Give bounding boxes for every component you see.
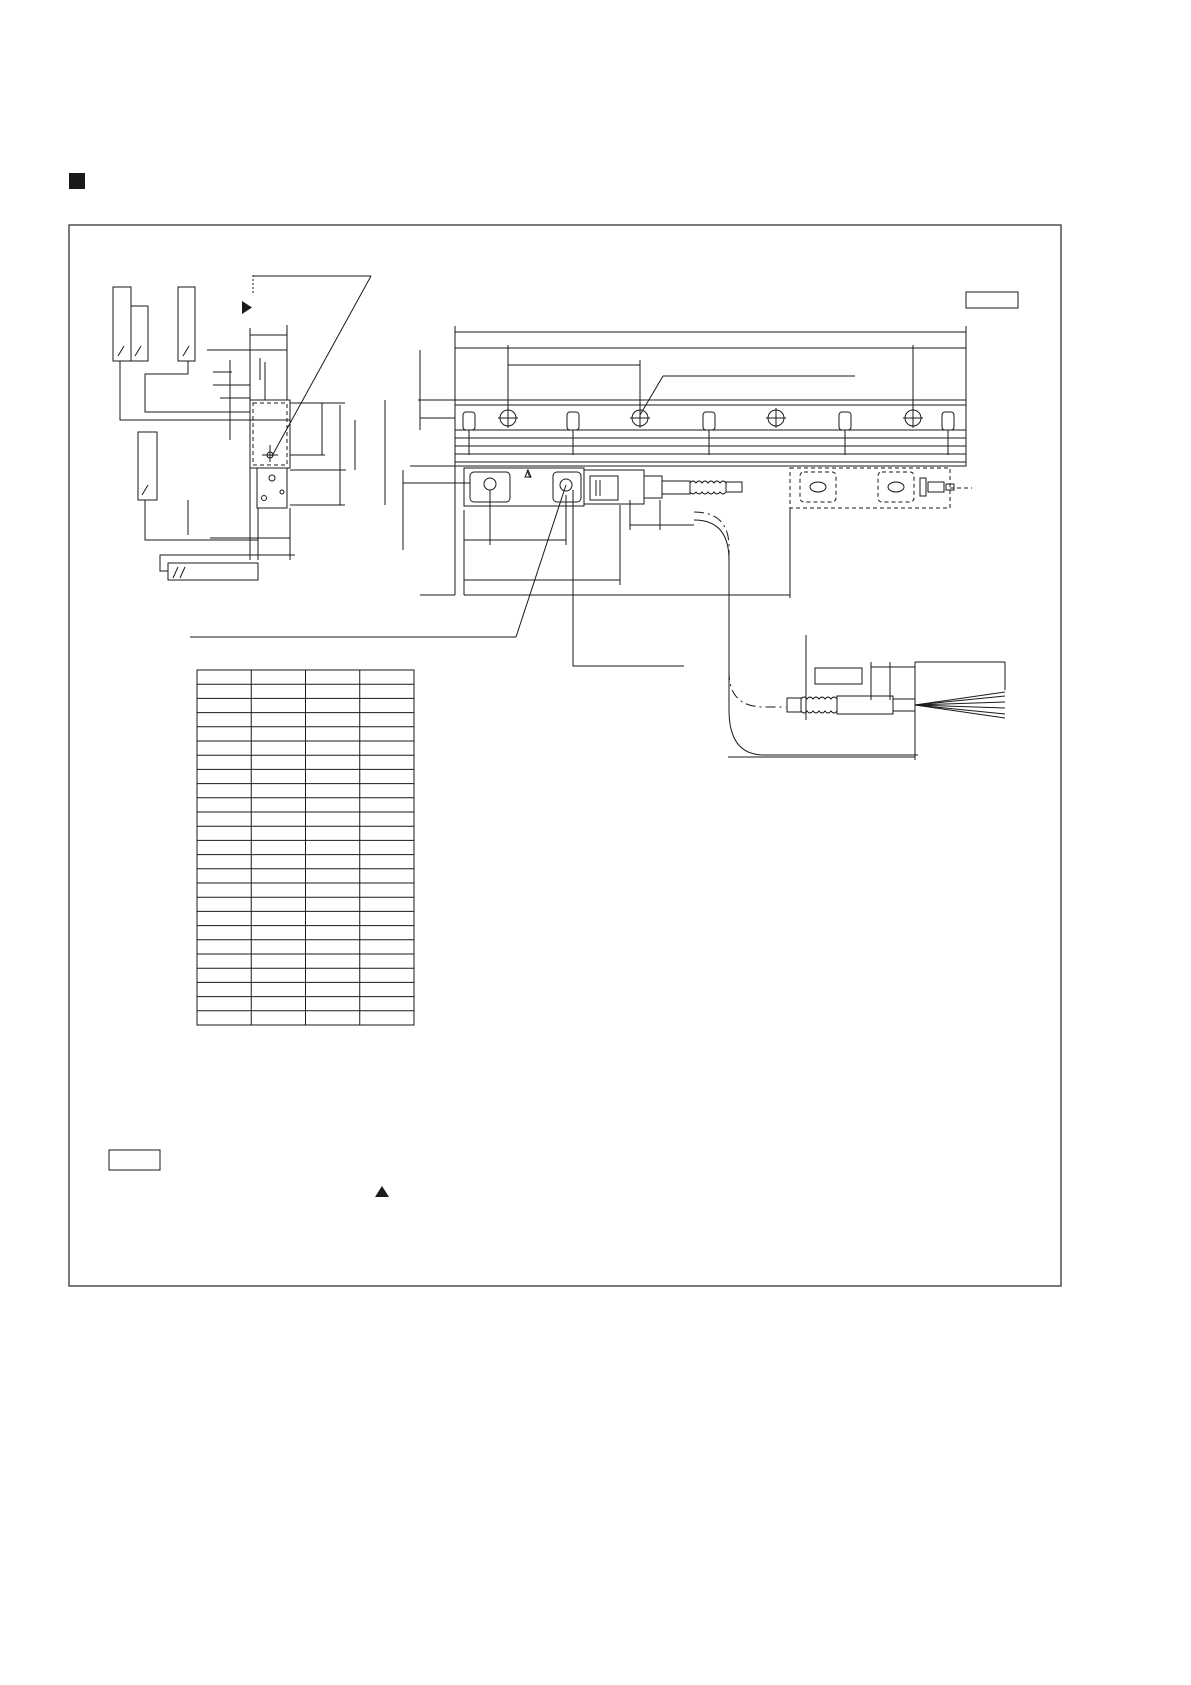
- mounting-holes: [498, 408, 923, 428]
- side-view: [113, 275, 371, 580]
- scale-tag-cable: [815, 668, 862, 684]
- scale-tag-top: [966, 292, 1018, 308]
- mounting-clips: [463, 412, 954, 455]
- note-tag: [109, 1150, 160, 1170]
- view-direction-arrow-icon: [242, 301, 252, 314]
- dimension-table: [197, 670, 414, 1025]
- section-marker-icon: [69, 173, 85, 189]
- front-view: [190, 326, 1005, 1237]
- note-triangle-icon: [375, 1186, 389, 1197]
